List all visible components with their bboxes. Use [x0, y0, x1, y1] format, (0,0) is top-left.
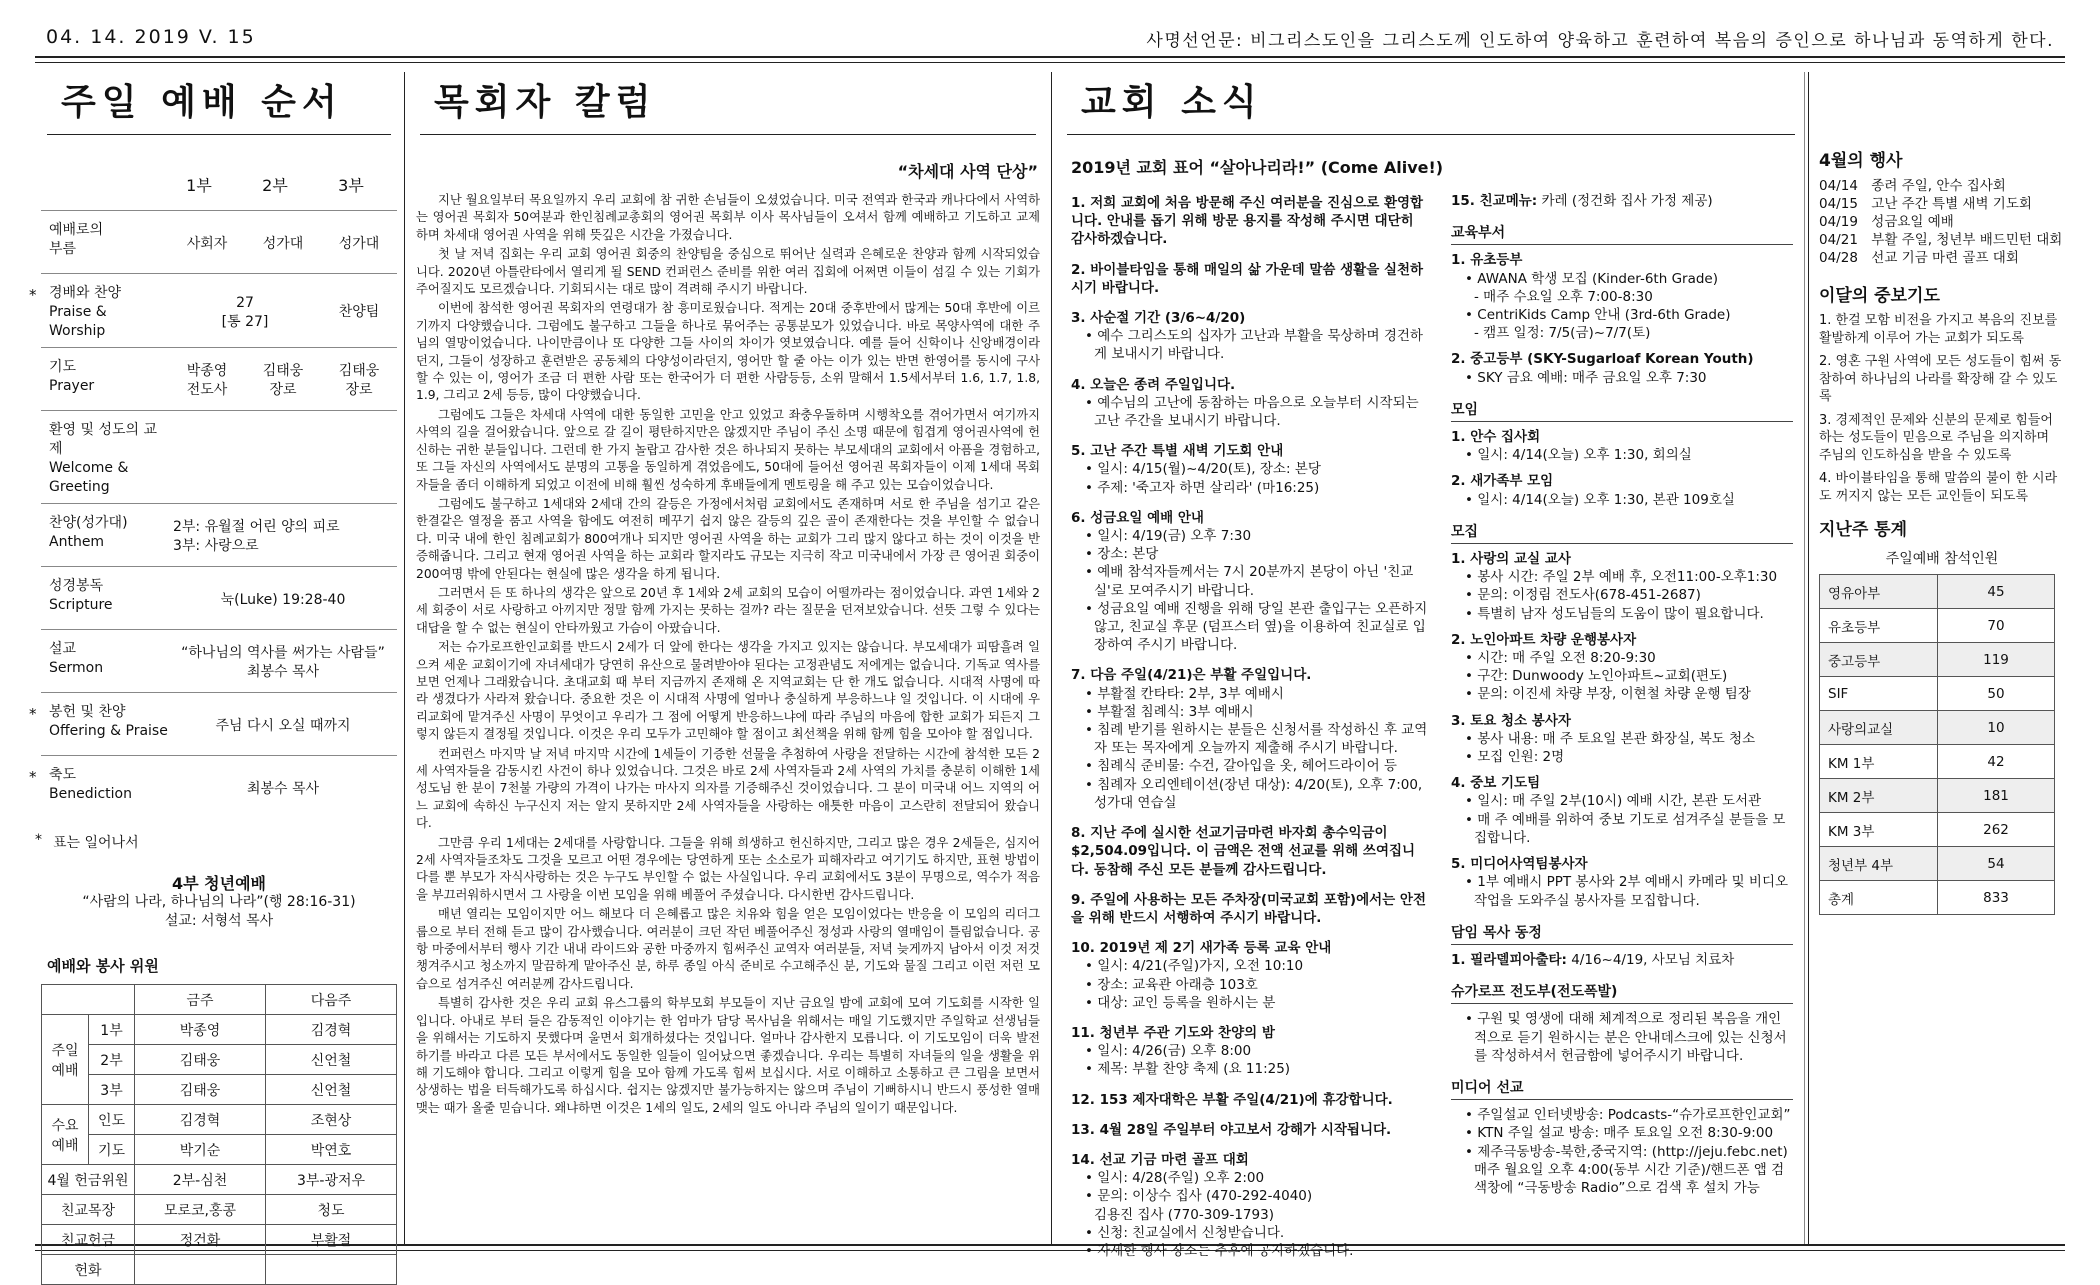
stat-row — [1820, 881, 2055, 915]
news-item — [1451, 1106, 1793, 1197]
news-item-title: 3. 토요 청소 봉사자 — [1451, 712, 1571, 729]
row-label: 친교목장 — [42, 1195, 135, 1225]
prayer-item: 4. 바이블타임을 통해 말씀의 불이 한 시라도 꺼지지 않는 모든 교인들이 되도록 — [1819, 471, 2058, 504]
order-row — [41, 210, 397, 273]
stat-label: 영유아부 — [1820, 575, 1938, 609]
table-cell: 청도 — [266, 1195, 397, 1225]
news-item-title: 5. 고난 주간 특별 새벽 기도회 안내 — [1071, 443, 1284, 460]
order-value: 27 [통 27] — [221, 294, 269, 330]
table-cell: 박연호 — [266, 1135, 397, 1165]
mission-statement: 사명선언문: 비그리스도인을 그리스도께 인도하여 양육하고 훈련하여 복음의 증인으로 하나님과 동역하게 한다. — [1146, 31, 2054, 51]
stat-value: 10 — [1938, 711, 2055, 745]
prayer-item: 3. 경제적인 문제와 신분의 문제로 힘들어 하는 성도들이 믿음으로 주님을 의지하며 주님의 인도하심을 받을 수 있도록 — [1819, 412, 2053, 463]
row-sub: 1부 — [89, 1015, 135, 1045]
table-row — [42, 1105, 397, 1135]
news-item-title: 4. 오늘은 종려 주일입니다. — [1071, 376, 1236, 393]
news-bullet: • 성금요일 예배 진행을 위해 당일 본관 출입구는 오픈하지 않고, 친교실 후문 (덤프스터 옆)을 이용하여 친교실로 입장하여 주시기 바랍니다. — [1085, 600, 1429, 655]
news-item — [1071, 1121, 1429, 1139]
table-row — [42, 1075, 397, 1105]
order-label: 축도 Benediction — [49, 767, 132, 802]
table-cell: 신언철 — [266, 1075, 397, 1105]
column-subtitle: “차세대 사역 단상” — [897, 162, 1038, 181]
column-paragraph: 첫 날 저녁 집회는 우리 교회 영어권 회중의 찬양팀을 중심으로 뛰어난 실력과 은혜로운 찬양과 함께 시작되었습니다. 2020년 아틀란타에서 열리게 될 SEND 컨퍼런스 준비를 위한 여러 집회에 어쩌면 이들이 섬길 수 있는 기회가 주어질지도 모르겠습니다. 기회되시는 대로 많이 격려해 주시기 바랍니다. — [416, 247, 1040, 297]
top-rule — [35, 56, 2065, 58]
news-bullet: • 주일설교 인터넷방송: Podcasts-“슈가로프한인교회” — [1465, 1106, 1793, 1124]
news-bullet: • 침례식 준비물: 수건, 갈아입을 옷, 헤어드라이어 등 — [1085, 757, 1429, 775]
standing-note: * 표는 일어나서 — [35, 832, 139, 851]
order-label: 성경봉독 Scripture — [49, 578, 113, 613]
news-column — [1053, 72, 1809, 1259]
column-divider — [404, 72, 405, 1244]
order-row — [41, 629, 397, 692]
table-cell: 김경혁 — [266, 1015, 397, 1045]
news-item-title: 2. 새가족부 모임 — [1451, 473, 1554, 490]
worship-order-table — [29, 173, 397, 818]
column-divider — [1051, 72, 1052, 1244]
column-paragraph: 그만큼 우리 1세대는 2세대를 사랑합니다. 그들을 위해 희생하고 헌신하지만, 그리고 많은 경우 2세들은, 심지어 2세 사역자들조차도 그것을 모르고 어떤 경우에는 당연하게 또는 소소로가 피해자라고 여기기도 하지만, 표현 방법이 다를 뿐 부모가 자식사랑하는 것은 누구도 부인할 수 없는 사실입니다. 우리 교회에서도 3분이 무명으로, 역수가 적음을 부끄러워하시면서 그 사랑을 이번 모임을 위해 베풀어 주셨습니다. 다시한번 감사드립니다. — [416, 835, 1040, 902]
event-item: 04/21 부활 주일, 청년부 배드민턴 대회 — [1819, 232, 2063, 248]
news-bullet: • SKY 금요 예배: 매주 금요일 오후 7:30 — [1465, 369, 1793, 387]
event-item: 04/28 선교 기금 마련 골프 대회 — [1819, 250, 2019, 266]
news-item — [1451, 855, 1793, 910]
news-bullet: • 매 주 예배를 위하여 중보 기도로 섬겨주실 분들을 모집합니다. — [1465, 811, 1793, 847]
news-item — [1451, 472, 1793, 508]
news-item — [1071, 891, 1429, 927]
order-row: * 경배와 찬양 Praise & Worship 27 [통 27] 찬양팀 — [41, 273, 397, 347]
news-bullet: • 일시: 4/15(월)~4/20(토), 장소: 본당 — [1085, 460, 1429, 478]
news-item — [1071, 939, 1429, 1012]
column-paragraph: 그러면서 든 또 하나의 생각은 앞으로 20년 후 1세와 2세 교회의 모습이 어떨까라는 점이었습니다. 과연 1세와 2세 회중이 서로 사랑하고 아끼지만 정말 함께 가지는 못하는 걸까? 라는 질문을 던져보았습니다. 선뜻 그렇 수 있다는 대답을 할 수 없는 현실이 안타까웠고 가슴이 아팠습니다. — [416, 585, 1040, 635]
stat-value: 70 — [1938, 609, 2055, 643]
news-item — [1451, 251, 1793, 342]
news-section-title: 미디어 선교 — [1451, 1079, 1793, 1100]
news-bullet: • 1부 예배시 PPT 봉사와 2부 예배시 카메라 및 비디오 작업을 도와주실 봉사자를 모집합니다. — [1465, 873, 1793, 909]
news-item — [1071, 1024, 1429, 1079]
stat-row — [1820, 745, 2055, 779]
table-cell: 김경혁 — [135, 1105, 266, 1135]
order-label: 기도 Prayer — [49, 359, 95, 394]
table-cell: 모로코,홍콩 — [135, 1195, 266, 1225]
news-section-title: 슈가로프 전도부(전도폭발) — [1451, 983, 1793, 1004]
row-label: 헌화 — [42, 1255, 135, 1285]
news-bullet: • 시간: 매 주일 오전 8:20-9:30 — [1465, 649, 1793, 667]
news-bullet: • CentriKids Camp 안내 (3rd-6th Grade) - 캠프 일정: 7/5(금)~7/7(토) — [1465, 306, 1793, 342]
news-bullet: • 구원 및 영생에 대해 체계적으로 정리된 복음을 개인적으로 듣기 원하시는 분은 안내데스크에 있는 신청서를 작성하셔서 헌금함에 넣어주시기 바랍니다. — [1465, 1010, 1793, 1065]
table-cell — [266, 1255, 397, 1285]
row-group: 수요 예배 — [42, 1105, 89, 1165]
sidebar — [1811, 72, 2065, 1242]
news-item — [1071, 194, 1429, 249]
page-title: 주일 예배 순서 — [61, 82, 343, 123]
news-item-title: 11. 청년부 주관 기도와 찬양의 밤 — [1071, 1024, 1275, 1041]
worship-order-column — [29, 72, 403, 1279]
news-bullet: • 신청: 친교실에서 신청받습니다. — [1085, 1224, 1429, 1242]
news-bullet: • 구간: Dunwoody 노인아파트~교회(편도) — [1465, 667, 1793, 685]
order-value: 김태웅 장로 — [338, 363, 380, 398]
table-row — [42, 1015, 397, 1045]
news-bullet: • 예배 참석자들께서는 7시 20분까지 본당이 아닌 '친교실'로 모여주시기 바랍니다. — [1085, 563, 1429, 599]
news-item-title: 8. 지난 주에 실시한 선교기금마련 바자회 총수익금이 $2,504.09입니다. 이 금액은 전액 선교를 위해 쓰여집니다. 동참해 주신 모든 분들께 감사드립니다. — [1071, 825, 1416, 878]
news-item-title: 1. 안수 집사회 — [1451, 429, 1541, 446]
news-item — [1071, 261, 1429, 297]
news-bullet: • KTN 주일 설교 방송: 매주 토요일 오전 8:30-9:00 — [1465, 1124, 1793, 1142]
table-cell: 정건화 — [135, 1225, 266, 1255]
news-bullet: • 부활절 침례식: 3부 예배시 — [1085, 703, 1429, 721]
news-item-title: 12. 153 제자대학은 부활 주일(4/21)에 휴강합니다. — [1071, 1091, 1393, 1108]
news-bullet: • 제목: 부활 찬양 축제 (요 11:25) — [1085, 1060, 1429, 1078]
youth-service: 4부 청년예배 “사람의 나라, 하나님의 나라”(행 28:16-31) 설교: 서형석 목사 — [82, 874, 356, 929]
news-item — [1071, 376, 1429, 431]
service-header: 2부 — [262, 176, 288, 195]
stat-value: 262 — [1938, 813, 2055, 847]
news-departments — [1439, 184, 1801, 1272]
order-row: * 축도 Benediction 최봉수 목사 — [41, 755, 397, 818]
news-bullet: • 일시: 4/19(금) 오후 7:30 — [1085, 527, 1429, 545]
order-row — [41, 347, 397, 410]
news-item-title: 2. 중고등부 (SKY-Sugarloaf Korean Youth) — [1451, 351, 1754, 368]
news-item-title: 14. 선교 기금 마련 골프 대회 — [1071, 1151, 1249, 1168]
table-cell: 2부-심천 — [135, 1165, 266, 1195]
events-title: 4월의 행사 — [1819, 151, 1903, 171]
page-title: 교회 소식 — [1081, 82, 1263, 123]
news-bullet: • 장소: 교육관 아래층 103호 — [1085, 976, 1429, 994]
column-body — [414, 192, 1042, 1117]
top-rule-thin — [35, 62, 2065, 63]
news-item — [1451, 774, 1793, 847]
news-item — [1451, 712, 1793, 767]
fellowship-menu: 15. 친교메뉴: 카레 (정건화 집사 가정 제공) — [1451, 193, 1713, 209]
order-label: 설교 Sermon — [49, 641, 104, 676]
news-bullet: • 침례 받기를 원하시는 분들은 신청서를 작성하신 후 교역자 또는 목자에게 오늘까지 제출해 주시기 바랍니다. — [1085, 721, 1429, 757]
stat-value: 45 — [1938, 575, 2055, 609]
table-cell: 박종영 — [135, 1015, 266, 1045]
stat-row — [1820, 813, 2055, 847]
news-item-title: 1. 유초등부 — [1451, 252, 1523, 269]
order-value: 2부: 유월절 어린 양의 피로 3부: 사랑으로 — [173, 519, 340, 554]
column-paragraph: 그럼에도 그들은 차세대 사역에 대한 동일한 고민을 안고 있었고 좌충우돌하며 시행착오를 겪어가면서 여기까지 사역의 길을 걸어왔습니다. 앞으로 갈 길이 평탄하지만은 않겠지만 주님이 주신 소명 때문에 힘겹게 영어권사역에 헌신하는 귀한 분들입니다. 그런데 한 가지 놀랍고 감사한 것은 하나되지 못하는 부모세대의 교회에서 아픔을 경험하고, 또 그들 자신의 사역에서도 분명의 고통을 동일하게 겪었음에도, 50대에 들어선 영어권 목회자들이 이제 1세대 목회자들을 좀더 이해하게 되었고 이전에 비해 훨씬 성숙하게 후배들에게 멘토링을 해 주고 있는 모습이었습니다. — [416, 407, 1040, 492]
stat-label: KM 3부 — [1820, 813, 1938, 847]
prayer-list — [1819, 312, 2065, 505]
stat-label: KM 2부 — [1820, 779, 1938, 813]
stat-row — [1820, 779, 2055, 813]
news-bullet: • 봉사 시간: 주일 2부 예배 후, 오전11:00-오후1:30 — [1465, 568, 1793, 586]
stats-caption: 주일예배 참석인원 — [1885, 551, 1999, 567]
news-item-title: 2. 바이블타임을 통해 매일의 삶 가운데 말씀 생활을 실천하시기 바랍니다. — [1071, 261, 1424, 296]
row-label: 4월 헌금위원 — [42, 1165, 135, 1195]
service-header: 3부 — [338, 176, 364, 195]
news-bullet: • 장소: 본당 — [1085, 545, 1429, 563]
news-item — [1071, 666, 1429, 812]
news-bullet: • 문의: 이정림 전도사(678-451-2687) — [1465, 586, 1793, 604]
news-item — [1071, 442, 1429, 497]
column-paragraph: 매년 열리는 모임이지만 어느 해보다 더 은혜롭고 많은 치유와 힘을 얻은 모임이었다는 반응을 이 모임의 리더그룹으로 부터 전해 듣고 많이 감사했습니다. 여러분이 크던 작던 베풀어주신 정성과 사랑의 열매임이 틀림없습니다. 공항 마중에서부터 행사 기간 내내 라이드와 공한 마중까지 힘써주신 교역자 여러분들, 저녁 늦게까지 남아서 이것 저것 챙겨주시고 청소까지 말끔하게 맡아주신 분, 하루 종일 아식 준비로 수고해주신 분, 기도와 물질 그리고 이런 저런 모습으로 섬겨주신 여러분께 감사드립니다. — [416, 907, 1040, 991]
news-bullet: • 부활절 칸타타: 2부, 3부 예배시 — [1085, 685, 1429, 703]
table-row — [42, 1045, 397, 1075]
order-value: 주님 다시 오실 때까지 — [215, 717, 351, 734]
volunteers-table — [41, 984, 397, 1285]
news-item — [1451, 631, 1793, 704]
stat-value: 54 — [1938, 847, 2055, 881]
column-paragraph: 특별히 감사한 것은 우리 교회 유스그룹의 학부모회 부모들이 지난 금요일 밤에 교회에 모여 기도회를 시작한 일입니다. 아내로 부터 들은 감동적인 이야기는 한 엄마가 담당 목사님을 위해서는 매일 기도했지만 주일학교 선생님들을 위해서는 기도하지 못했다며 울면서 회개하셨다는 것입니다. 얼마나 감사한지 모릅니다. 이 기도모임이 더욱 발전하기를 바라고 다른 모든 부서에서도 동일한 일들이 일어났으면 좋겠습니다. 우리는 특별히 자녀들의 일을 생활을 위해 기도해야 합니다. 그리고 이렇게 힘을 모아 함께 가도록 힘써 보십시다. 서로 이해하고 소통하고 큰 그림을 보면서 상생하는 법을 터득해가도록 하십시다. 쉽지는 않겠지만 불가능하지는 않으며 주님이 기뻐하시니 반드시 풍성한 열매맺는 때가 올줄 믿습니다. 왜냐하면 이것은 1세의 일도, 2세의 일도 아니라 주님의 일이기 때문입니다. — [416, 996, 1040, 1115]
table-cell: 박기순 — [135, 1135, 266, 1165]
table-header: 다음주 — [266, 985, 397, 1015]
table-row — [42, 1165, 397, 1195]
news-bullet: • 일시: 4/14(오늘) 오후 1:30, 회의실 — [1465, 446, 1793, 464]
prayer-item: 1. 한걸 모함 비전을 가지고 복음의 진보를 활발하게 이루어 가는 교회가 되도록 — [1819, 313, 2058, 346]
column-paragraph: 지난 월요일부터 목요일까지 우리 교회에 참 귀한 손님들이 오셨었습니다. 미국 전역과 한국과 캐나다에서 사역하는 영어권 목회자 50여분과 한인침례교총회의 영어권 목회부 이사 목사님들이 오셔서 함께 예배하고 기도하고 교제하며 차세대 영어권 사역을 위해 뜻깊은 시간을 가졌습니다. — [416, 193, 1040, 242]
news-bullet: • 제주극동방송-북한,중국지역: (http://jeju.febc.net) 매주 월요일 오후 4:00(동부 시간 기준)/핸드폰 앱 검색창에 “극동방송 Radio”으로 검색 후 설치 가능 — [1465, 1143, 1793, 1198]
table-cell: 신언철 — [266, 1045, 397, 1075]
order-label: 경배와 찬양 Praise & Worship — [49, 285, 122, 339]
row-sub: 기도 — [89, 1135, 135, 1165]
news-bullet: • 봉사 내용: 매 주 토요일 본관 화장실, 복도 청소 — [1465, 730, 1793, 748]
news-item — [1451, 951, 1793, 969]
news-bullet: • 일시: 매 주일 2부(10시) 예배 시간, 본관 도서관 — [1465, 792, 1793, 810]
order-value: 성가대 — [262, 235, 304, 252]
stat-row — [1820, 847, 2055, 881]
news-item — [1071, 1091, 1429, 1109]
news-item-title: 2. 노인아파트 차량 운행봉사자 — [1451, 631, 1637, 648]
news-item — [1071, 1151, 1429, 1260]
news-section-title: 모집 — [1451, 523, 1793, 544]
table-cell: 부활절 — [266, 1225, 397, 1255]
table-cell: 김태웅 — [135, 1075, 266, 1105]
stat-label: 총계 — [1820, 881, 1938, 915]
order-row — [41, 503, 397, 566]
order-value: 사회자 — [186, 235, 228, 252]
order-label: 환영 및 성도의 교제 Welcome & Greeting — [49, 422, 158, 495]
page-title: 목회자 칼럼 — [434, 82, 657, 123]
stat-row — [1820, 643, 2055, 677]
stat-value: 119 — [1938, 643, 2055, 677]
news-item — [1451, 428, 1793, 464]
order-value: 최봉수 목사 — [246, 780, 320, 797]
news-bullet: • 일시: 4/28(주일) 오후 2:00 — [1085, 1169, 1429, 1187]
stat-label: SIF — [1820, 677, 1938, 711]
news-item — [1071, 509, 1429, 655]
stat-label: 중고등부 — [1820, 643, 1938, 677]
column-paragraph: 컨퍼런스 마지막 날 저녁 마지막 시간에 1세들이 기증한 선물을 추첨하여 사랑을 전달하는 시간에 참석한 모든 2세 사역자들을 감동시킨 사건이 하나 있었습니다. 그것은 바로 2세 사역자들과 2세 사역의 가치를 충분히 이해한 1세 성도님 한 분이 7천불 가량의 가격이 나가는 마사지 의자를 기증해주신 것이었습니다. 그 분이 미국내 어느 지역의 어느 교회에 속하신 누구신지 저는 알지 못하지만 2세 사역자들을 사랑하는 애틋한 마음이 고스란히 전달되어 왔습니다. — [416, 746, 1040, 831]
order-value: “하나님의 역사를 써가는 사람들” 최봉수 목사 — [181, 645, 385, 680]
stat-label: 유초등부 — [1820, 609, 1938, 643]
table-cell — [135, 1255, 266, 1285]
event-item: 04/15 고난 주간 특별 새벽 기도회 — [1819, 196, 2032, 212]
news-item-title: 9. 주일에 사용하는 모든 주차장(미국교회 포함)에서는 안전을 위해 반드시 서행하여 주시기 바랍니다. — [1071, 891, 1427, 926]
stat-label: KM 1부 — [1820, 745, 1938, 779]
stat-row — [1820, 677, 2055, 711]
stats-title: 지난주 통계 — [1819, 520, 1908, 540]
stat-label: 청년부 4부 — [1820, 847, 1938, 881]
news-bullet: • 예수 그리스도의 십자가 고난과 부활을 묵상하며 경건하게 보내시기 바랍니다. — [1085, 327, 1429, 363]
news-bullet: • 일시: 4/14(오늘) 오후 1:30, 본관 109호실 — [1465, 491, 1793, 509]
stat-label: 사랑의교실 — [1820, 711, 1938, 745]
table-row — [42, 1135, 397, 1165]
column-paragraph: 저는 슈가로프한인교회를 반드시 2세가 더 앞에 한다는 생각을 가지고 있지는 않습니다. 부모세대가 피땀흘려 일으켜 세운 교회이기에 자녀세대가 당연히 유산으로 물려받아야 된다는 고정관념도 저에게는 없습니다. 기독교 역사를 보면 언제나 그래왔습니다. 초대교회 때 부터 지금까지 존재해 온 지역교회는 단 한 개도 없습니다. 시대적 사명에 따라 생겼다가 사라져 왔습니다. 중요한 것은 이 시대적 사명에 얼마나 충실하게 부응하느냐 일 것입니다. 이 시대에 우리교회에 맡겨주신 사명이 무엇이고 우리가 그 점에 어떻게 반응하느냐에 따라 주님의 마음에 합한 교회가 되든지 그렇지 않든지 결정될 것입니다. 이것은 우리 모두가 고민해야 할 점이고 최선책을 위해 함께 힘을 모아야 할 점입니다. — [416, 640, 1040, 742]
news-item-title: 5. 미디어사역팀봉사자 — [1451, 856, 1588, 873]
news-item — [1071, 824, 1429, 879]
news-bullet: • 일시: 4/26(금) 오후 8:00 — [1085, 1042, 1429, 1060]
order-label: 봉헌 및 찬양 Offering & Praise — [49, 704, 168, 739]
row-sub: 인도 — [89, 1105, 135, 1135]
news-bullet: • 예수님의 고난에 동참하는 마음으로 오늘부터 시작되는 고난 주간을 보내시기 바랍니다. — [1085, 394, 1429, 430]
news-bullet: • 문의: 이상수 집사 (470-292-4040) 김용진 집사 (770-309-1793) — [1085, 1187, 1429, 1223]
news-bullet: • 문의: 이진세 차량 부장, 이현철 차량 운행 팀장 — [1465, 685, 1793, 703]
news-bullet: • 특별히 남자 성도님들의 도움이 많이 필요합니다. — [1465, 605, 1793, 623]
stat-row — [1820, 711, 2055, 745]
news-item — [1071, 309, 1429, 364]
news-section-title: 교육부서 — [1451, 224, 1793, 245]
order-row — [41, 410, 397, 503]
news-item-title: 13. 4월 28일 주일부터 야고보서 강해가 시작됩니다. — [1071, 1121, 1392, 1138]
service-headers — [41, 173, 397, 196]
table-cell: 김태웅 — [135, 1045, 266, 1075]
event-item: 04/14 종려 주일, 안수 집사회 — [1819, 178, 2006, 194]
news-item-title: 4. 중보 기도팀 — [1451, 775, 1541, 792]
pastor-column — [406, 72, 1050, 1242]
row-sub: 3부 — [89, 1075, 135, 1105]
volunteers-title: 예배와 봉사 위원 — [47, 957, 159, 975]
order-row: * 봉헌 및 찬양 Offering & Praise 주님 다시 오실 때까지 — [41, 692, 397, 755]
church-theme: 2019년 교회 표어 “살아나리라!” (Come Alive!) — [1071, 158, 1444, 177]
column-paragraph: 이번에 참석한 영어권 목회자의 연령대가 참 흥미로웠습니다. 적게는 20대 중후반에서 많게는 50대 후반에 이르기까지 다양했습니다. 그럼에도 불구하고 그들을 하나로 묶어주는 공통분모가 있었습니다. 바로 목양사역에 대한 주님의 열망이었습니다. 나이만큼이나 또 다양한 그들 사이의 차이가 엿보였습니다. 예를 들어 신학이나 신앙배경이라던지, 그들이 성장하고 훈련받은 공동체의 다양성이라던지, 영어만 할 줄 아는 이가 있는 반면 한영어를 동시에 구사할 수 있는 이, 영어가 조금 더 편한 사람 또는 한국어가 더 편한 사람등등, 소위 말해서 1.5세서부터 1.6, 1.7, 1.8, 1.9, 그리고 2세 등등, 많이 다양했습니다. — [416, 301, 1040, 403]
news-item — [1451, 350, 1793, 386]
news-item-title: 6. 성금요일 예배 안내 — [1071, 509, 1204, 526]
news-item-title: 10. 2019년 제 2기 새가족 등록 교육 안내 — [1071, 940, 1332, 957]
news-item-title: 1. 사랑의 교실 교사 — [1451, 551, 1571, 568]
news-section-title: 담임 목사 동정 — [1451, 924, 1793, 945]
stat-value: 181 — [1938, 779, 2055, 813]
news-item-title: 7. 다음 주일(4/21)은 부활 주일입니다. — [1071, 667, 1312, 684]
order-label: 찬양(성가대) Anthem — [49, 515, 128, 550]
news-bullet: • 침례자 오리엔테이션(장년 대상): 4/20(토), 오후 7:00, 성가대 연습실 — [1085, 776, 1429, 812]
issue-date: 04. 14. 2019 V. 15 — [46, 26, 256, 48]
order-value: 박종영 전도사 — [186, 363, 228, 398]
stat-row — [1820, 575, 2055, 609]
news-bullet: • AWANA 학생 모집 (Kinder-6th Grade) - 매주 수요일 오후 7:00-8:30 — [1465, 270, 1793, 306]
news-item-title: 1. 저희 교회에 처음 방문해 주신 여러분을 진심으로 환영합니다. 안내를 돕기 위해 방문 용지를 작성해 주시면 대단히 감사하겠습니다. — [1071, 195, 1424, 248]
news-item — [1451, 550, 1793, 623]
table-row — [42, 1225, 397, 1255]
news-list — [1061, 184, 1439, 1272]
stat-value: 833 — [1938, 881, 2055, 915]
order-value: 성가대 — [338, 235, 380, 252]
order-value: 찬양팀 — [338, 304, 380, 320]
news-section-title: 모임 — [1451, 401, 1793, 422]
table-cell: 3부-광저우 — [266, 1165, 397, 1195]
stat-value: 42 — [1938, 745, 2055, 779]
stat-row — [1820, 609, 2055, 643]
page-header — [0, 0, 2100, 58]
service-header: 1부 — [186, 176, 212, 195]
news-bullet: • 대상: 교인 등록을 원하시는 분 — [1085, 994, 1429, 1012]
table-row — [42, 1195, 397, 1225]
news-item-title: 1. 필라델피아출타: 4/16~4/19, 사모님 치료차 — [1451, 951, 1735, 968]
prayer-title: 이달의 중보기도 — [1819, 286, 1940, 306]
order-label: 예배로의 부름 — [49, 222, 104, 257]
events-list — [1819, 177, 2065, 267]
prayer-item: 2. 영혼 구원 사역에 모든 성도들이 힘써 동참하여 하나님의 나라를 확장해 갈 수 있도록 — [1819, 354, 2062, 404]
news-item — [1451, 1010, 1793, 1065]
row-label: 친교헌금 — [42, 1225, 135, 1255]
event-item: 04/19 성금요일 예배 — [1819, 214, 1954, 230]
news-bullet: • 주제: '죽고자 하면 살리라' (마16:25) — [1085, 479, 1429, 497]
order-value: 눅(Luke) 19:28-40 — [220, 591, 346, 608]
row-sub: 2부 — [89, 1045, 135, 1075]
column-paragraph: 그럼에도 불구하고 1세대와 2세대 간의 갈등은 가정에서처럼 교회에서도 존재하며 서로 한 주님을 섬기고 같은 한결같은 열정을 품고 사역을 함에도 여전히 메꾸기 쉽지 않은 갈등의 깊은 골이 존재한다는 것을 부인할 수 없습니다. 미국 내에 한인 침례교회가 800여개나 되지만 영어권 사역을 하는 교회가 그리 많지 않다고 하는 것이 이것을 반증해줍니다. 그리고 현재 영어권 사역을 하는 교회라 할지라도 규모는 지극히 작고 미국내에서 가장 큰 영어권 회중이 200여명 밖에 안된다는 현실에 많은 생각을 하게 됩니다. — [416, 496, 1040, 581]
table-row — [42, 985, 397, 1015]
table-cell: 조현상 — [266, 1105, 397, 1135]
news-item-title: 3. 사순절 기간 (3/6~4/20) — [1071, 310, 1246, 327]
order-value: 김태웅 장로 — [262, 363, 304, 398]
table-header: 금주 — [135, 985, 266, 1015]
news-bullet: • 모집 인원: 2명 — [1465, 748, 1793, 766]
stats-table — [1819, 574, 2055, 915]
stat-value: 50 — [1938, 677, 2055, 711]
news-bullet: • 자세한 행사 장소는 추후에 공지하겠습니다. — [1085, 1242, 1429, 1260]
row-group: 주일 예배 — [42, 1015, 89, 1105]
news-bullet: • 일시: 4/21(주일)가지, 오전 10:10 — [1085, 957, 1429, 975]
order-row — [41, 566, 397, 629]
table-row — [42, 1255, 397, 1285]
